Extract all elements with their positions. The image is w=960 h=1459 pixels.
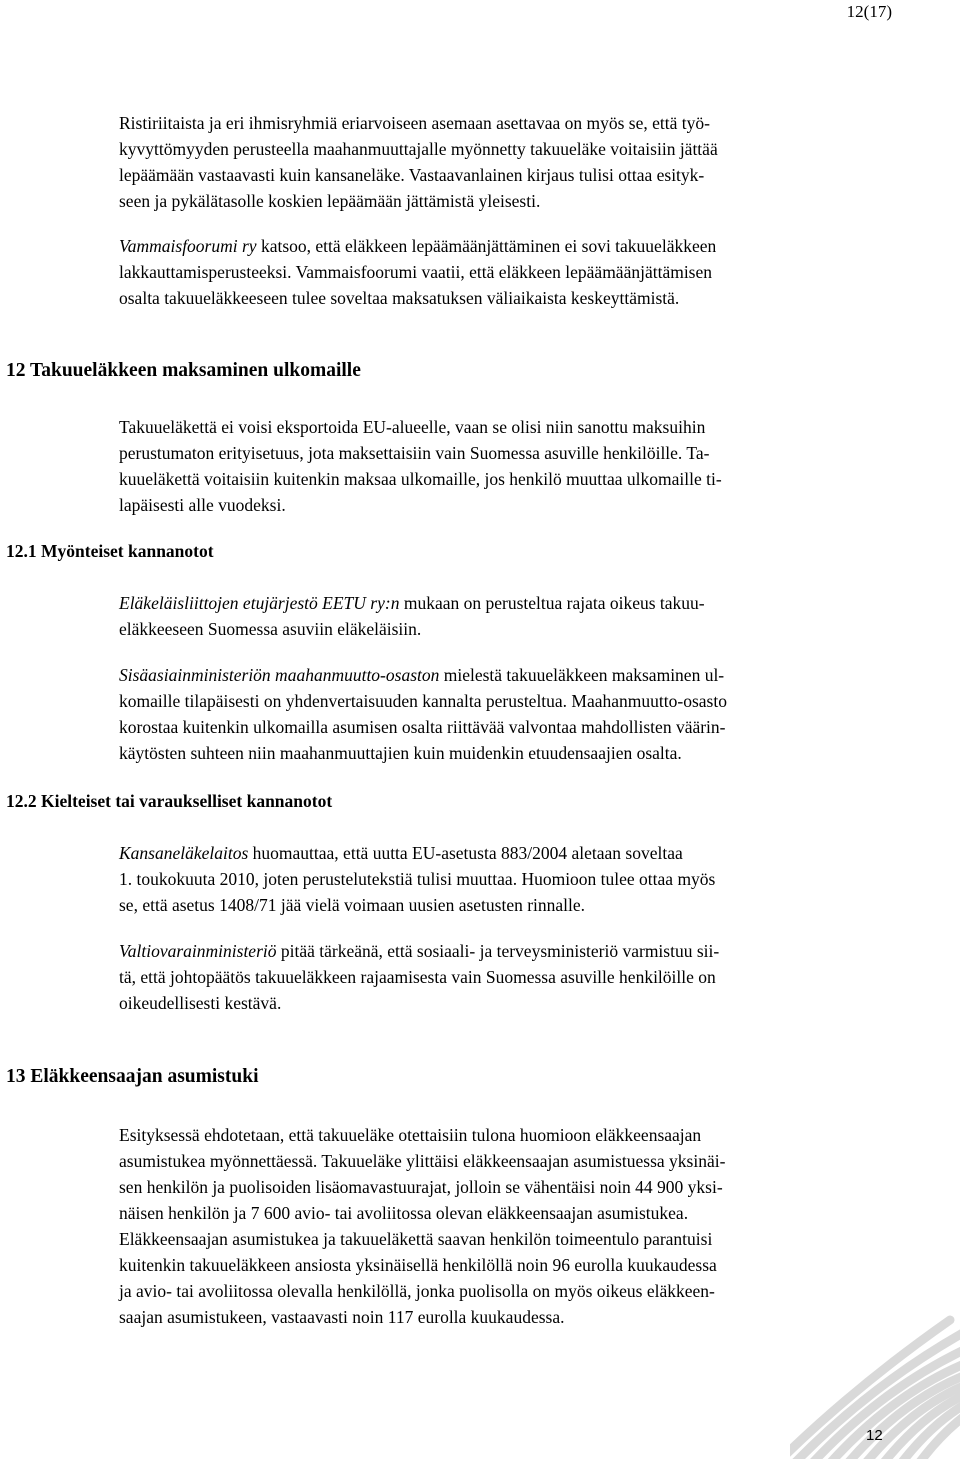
text-line: se, että asetus 1408/71 jää vielä voimaan uusien asetusten rinnalle.: [119, 895, 586, 915]
text-line-rest: huomauttaa, että uutta EU-asetusta 883/2004 aletaan soveltaa: [248, 843, 683, 863]
text-line: [119, 233, 879, 259]
text-line: komaille tilapäisesti on yhdenvertaisuuden kannalta perusteltua. Maahanmuutto-osasto: [119, 691, 727, 711]
text-line: lepäämään vastaavasti kuin kansaneläke. Vastaavanlainen kirjaus tulisi ottaa esityk-: [119, 165, 705, 185]
page-number: 12(17): [846, 2, 892, 21]
paragraph-migri: [119, 662, 879, 766]
paragraph-vm: [119, 938, 879, 1016]
text-line: Ristiriitaista ja eri ihmisryhmiä eriarvoiseen asemaan asettavaa on myös se, että työ-: [119, 113, 710, 133]
text-line: käytösten suhteen niin maahanmuuttajien kuin muidenkin etuudensaajien osalta.: [119, 743, 682, 763]
text-line: Eläkkeensaajan asumistukea ja takuueläkettä saavan henkilön toimeentulo parantuisi: [119, 1229, 713, 1249]
organization-name: Vammaisfoorumi ry: [119, 236, 257, 256]
paragraph-kela: [119, 840, 879, 918]
text-line: kuitenkin takuueläkkeen ansiosta yksinäisellä henkilöllä noin 96 eurolla kuukaudessa: [119, 1255, 717, 1275]
text-line: korostaa kuitenkin ulkomailla asumisen osalta riittävää valvontaa mahdollisten väärin-: [119, 717, 726, 737]
text-line: kuueläkettä voitaisiin kuitenkin maksaa ulkomaille, jos henkilö muuttaa ulkomaille ti-: [119, 469, 722, 489]
paragraph-eetu: [119, 590, 879, 642]
paragraph-integration: [119, 110, 879, 214]
text-line: asumistukea myönnettäessä. Takuueläke ylittäisi eläkkeensaajan asumistuessa yksinäi-: [119, 1151, 726, 1171]
text-line: näisen henkilön ja 7 600 avio- tai avoliitossa olevan eläkkeensaajan asumistukea.: [119, 1203, 689, 1223]
text-line: [119, 840, 879, 866]
text-line-rest: mukaan on perusteltua rajata oikeus takuu-: [399, 593, 705, 613]
text-line: sen henkilön ja puolisoiden lisäomavastuurajat, jolloin se vähentäisi noin 44 900 yksi-: [119, 1177, 723, 1197]
text-line: tä, että johtopäätös takuueläkkeen rajaamisesta vain Suomessa asuville henkilöille on: [119, 967, 716, 987]
organization-name: Sisäasiainministeriön maahanmuutto-osaston: [119, 665, 440, 685]
heading-section-13: 13 Eläkkeensaajan asumistuki: [6, 1066, 259, 1087]
text-line: ja avio- tai avoliitossa olevalla henkilöllä, jonka puolisolla on myös oikeus eläkkeen-: [119, 1281, 715, 1301]
text-line: [119, 938, 879, 964]
heading-section-12-1: 12.1 Myönteiset kannanotot: [6, 541, 214, 561]
paragraph-vammaisfoorumi: [119, 233, 879, 311]
heading-section-12-2: 12.2 Kielteiset tai varaukselliset kannanotot: [6, 791, 333, 811]
organization-name: Valtiovarainministeriö: [119, 941, 277, 961]
paragraph-housing-allowance: [119, 1122, 879, 1330]
paragraph-export: [119, 414, 879, 518]
text-line-rest: katsoo, että eläkkeen lepäämäänjättäminen ei sovi takuueläkkeen: [256, 236, 717, 256]
text-line-rest: mielestä takuueläkkeen maksaminen ul-: [439, 665, 725, 685]
text-line: Takuueläkettä ei voisi eksportoida EU-alueelle, vaan se olisi niin sanottu maksuihin: [119, 417, 706, 437]
text-line: lakkauttamisperusteeksi. Vammaisfoorumi vaatii, että eläkkeen lepäämäänjättämisen: [119, 262, 713, 282]
text-line: eläkkeeseen Suomessa asuviin eläkeläisiin.: [119, 619, 422, 639]
organization-name: Eläkeläisliittojen etujärjestö EETU ry:n: [119, 593, 400, 613]
text-line: perustumaton erityisetuus, jota maksettaisiin vain Suomessa asuville henkilöille. Ta-: [119, 443, 710, 463]
text-line: saajan asumistukeen, vastaavasti noin 117 eurolla kuukaudessa.: [119, 1307, 565, 1327]
text-line: lapäisesti alle vuodeksi.: [119, 495, 286, 515]
text-line: [119, 590, 879, 616]
text-line: [119, 662, 879, 688]
text-line: 1. toukokuuta 2010, joten perustelutekstiä tulisi muuttaa. Huomioon tulee ottaa myös: [119, 869, 716, 889]
logo-number: 12: [866, 1427, 883, 1444]
heading-section-12: 12 Takuueläkkeen maksaminen ulkomaille: [6, 360, 361, 381]
organization-name: Kansaneläkelaitos: [119, 843, 249, 863]
text-line: osalta takuueläkkeeseen tulee soveltaa maksatuksen väliaikaista keskeyttämistä.: [119, 288, 680, 308]
text-line: kyvyttömyyden perusteella maahanmuuttajalle myönnetty takuueläke voitaisiin jättää: [119, 139, 718, 159]
text-line-rest: pitää tärkeänä, että sosiaali- ja terveysministeriö varmistuu sii-: [276, 941, 720, 961]
text-line: Esityksessä ehdotetaan, että takuueläke otettaisiin tulona huomioon eläkkeensaajan: [119, 1125, 702, 1145]
text-line: oikeudellisesti kestävä.: [119, 993, 282, 1013]
text-line: seen ja pykälätasolle koskien lepäämään jättämistä yleisesti.: [119, 191, 541, 211]
